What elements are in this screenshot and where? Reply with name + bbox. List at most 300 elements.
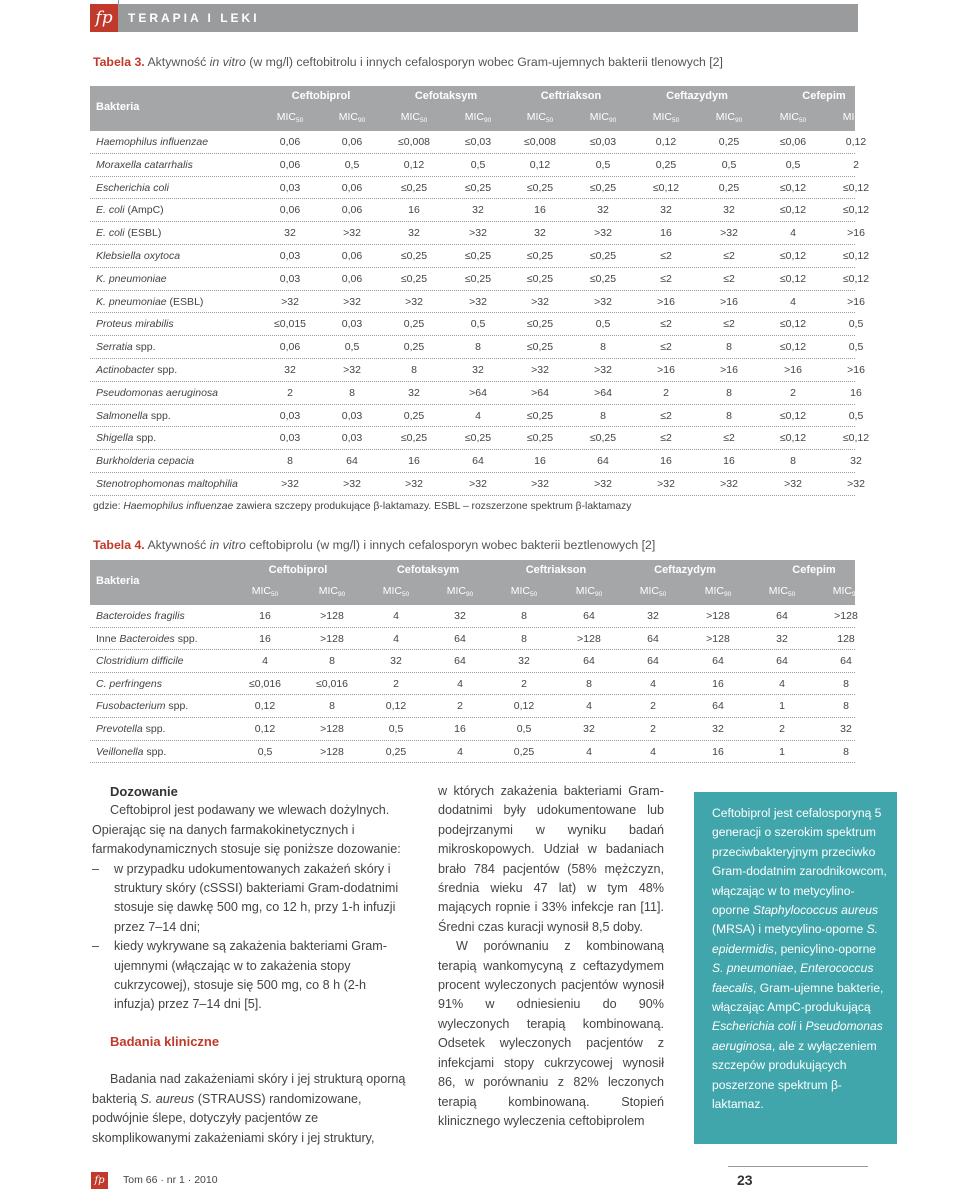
table-cell: 0,5 [595,158,611,171]
table-cell: 8 [521,610,527,622]
table-cell: ≤0,12 [652,181,680,194]
table-cell: 0,12 [403,158,425,171]
table-cell: 64 [597,455,609,468]
column-dozowanie [92,782,410,1148]
footer-logo: fp [91,1172,108,1189]
table-cell: >64 [594,386,612,399]
table-cell: 0,03 [341,318,363,331]
list-item: – kiedy wykrywane są zakażenia bakteriami Gram-ujemnymi (włączając w to zakażenia stopy cukrzycowej), stosuje się 500 mg, co 8 h (2-h infuzja) przez 7–14 dni [5]. [92,939,387,1012]
table-cell: 2 [790,386,796,399]
table-cell: ≤0,25 [400,432,428,445]
table-cell: 32 [840,722,852,735]
table-cell: 4 [586,700,592,713]
para-badania: Badania nad zakażeniami skóry i jej strukturą oporną bakterią S. aureus (STRAUSS) randomizowane, podwójnie ślepe, dotyczyły pacjentów ze skomplikowanymi zakażeniami skóry i jej struktury, [92,1072,406,1145]
issue-info: Tom 66 · nr 1 · 2010 [123,1174,218,1186]
table-cell: 32 [390,655,402,668]
table-row [90,313,864,336]
column-header-mic: $MIC_{50}$ [510,585,538,598]
table-row [90,695,855,718]
table-cell: >32 [405,477,423,490]
table-cell: 8 [600,341,606,354]
table-cell: 0,5 [388,722,404,735]
column-header-mic: $MIC_{50}$ [382,585,410,598]
column-header-mic: $MIC_{90}$ [446,585,474,598]
row-bacteria-name: Pseudomonas aeruginosa [96,386,219,399]
table-cell: 8 [411,363,417,376]
table-cell: >32 [281,295,299,308]
row-bacteria-name: Serratia spp. [96,341,156,354]
table-cell: 32 [284,227,296,240]
table-cell: 0,5 [344,341,360,354]
table-cell: 16 [408,455,420,468]
table-cell: 32 [660,204,672,217]
table-cell: 0,12 [513,700,535,713]
column-header-mic: $MIC_{50}$ [652,111,680,124]
table-cell: 64 [647,632,659,645]
table-cell: 0,25 [403,409,425,422]
table-cell: >32 [657,477,675,490]
table-cell: >128 [834,610,858,622]
row-bacteria-name: Stenotrophomonas maltophilia [96,477,238,490]
table-cell: ≤0,25 [589,181,617,194]
table-cell: 0,25 [718,181,740,194]
table-cell: ≤0,25 [589,249,617,262]
table-cell: ≤0,25 [464,272,492,285]
journal-logo: fp [90,4,118,32]
table-row [90,222,865,245]
table-cell: ≤0,12 [779,181,807,194]
table-cell: 64 [346,455,358,468]
table-cell: 0,12 [254,722,276,735]
table-cell: 0,5 [470,318,486,331]
row-bacteria-name: Shigella spp. [96,432,157,445]
table-cell: 0,06 [279,158,301,171]
row-bacteria-name: Inne Bacteroides spp. [96,632,198,645]
table-cell: >16 [657,363,675,376]
page-number: 23 [737,1172,753,1188]
table-cell: 0,06 [341,136,363,148]
table-cell: 16 [259,610,271,622]
table-cell: 0,06 [341,181,363,194]
table-cell: >32 [847,477,865,490]
row-bacteria-name: Actinobacter spp. [96,363,178,376]
table-cell: 0,25 [385,745,407,758]
column-header-mic: $MIC_{90}$ [338,111,366,124]
table-cell: ≤0,25 [400,272,428,285]
table-cell: >16 [847,295,865,308]
table-cell: 4 [393,610,399,622]
table-cell: 4 [790,295,796,308]
table-cell: >32 [343,227,361,240]
table4-header [90,560,860,605]
table-cell: >32 [281,477,299,490]
table-cell: >16 [720,295,738,308]
table-cell: ≤0,25 [464,181,492,194]
table-cell: >16 [657,295,675,308]
table-cell: ≤2 [723,432,735,445]
table-cell: 64 [647,655,659,668]
table-cell: ≤2 [660,272,672,285]
column-header-mic: $MIC_{90}$ [832,585,860,598]
row-bacteria-name: Klebsiella oxytoca [96,249,181,262]
table-cell: 4 [393,632,399,645]
row-bacteria-name: Prevotella spp. [96,722,166,735]
table-cell: 16 [723,455,735,468]
table-cell: 16 [850,386,862,399]
table-cell: 8 [586,677,592,690]
table-cell: 2 [393,677,399,690]
table-cell: 4 [586,745,592,758]
table-cell: >32 [343,363,361,376]
column-header-mic: $MIC_{90}$ [842,111,870,124]
table-cell: >32 [469,295,487,308]
row-bacteria-name: K. pneumoniae [96,272,167,285]
column-header-mic: $MIC_{50}$ [251,585,279,598]
table-cell: >64 [531,386,549,399]
table-cell: 32 [518,655,530,668]
table3-footnote: gdzie: Haemophilus influenzae zawiera szczepy produkujące β-laktamazy. ESBL – rozszerzone spektrum β-laktamazy [93,501,632,512]
column-header-drug: Ceftriakson [540,90,602,102]
table3-caption: Tabela 3. Aktywność in vitro (w mg/l) ceftobitrolu i innych cefalosporyn wobec Gram-ujemnych bakterii tlenowych [2] [93,55,723,69]
column-header-mic: $MIC_{90}$ [575,585,603,598]
column-header-drug: Ceftazydym [666,90,728,102]
column-header-drug: Cefepim [802,90,846,102]
table-cell: ≤0,12 [842,272,870,285]
table-cell: ≤2 [723,249,735,262]
table-cell: 1 [779,745,785,758]
column-header-mic: $MIC_{50}$ [400,111,428,124]
table-row [90,291,865,314]
para-dozowanie-1: Ceftobiprol jest podawany we wlewach dożylnych. [110,803,390,818]
heading-badania: Badania kliniczne [110,1033,220,1049]
table4-caption: Tabela 4. Aktywność in vitro ceftobiprolu (w mg/l) i innych cefalosporyn wobec bakterii beztlenowych [2] [93,538,656,552]
table-cell: 2 [650,722,656,735]
table-cell: ≤2 [660,341,672,354]
column-header-mic: $MIC_{90}$ [715,111,743,124]
table-cell: 32 [454,610,466,622]
table-cell: >16 [847,227,865,240]
table-row [90,245,870,268]
row-bacteria-name: Moraxella catarrhalis [96,158,193,171]
row-bacteria-name: Haemophilus influenzae [96,136,209,148]
table-row [90,741,855,764]
table-cell: 4 [457,745,463,758]
table-row [90,450,862,473]
table-cell: ≤0,03 [464,136,492,148]
table-cell: ≤0,25 [589,432,617,445]
table-cell: 32 [583,722,595,735]
row-bacteria-name: Veillonella spp. [96,745,167,758]
table-cell: 2 [650,700,656,713]
table-cell: >128 [320,610,344,622]
table-cell: 0,03 [279,181,301,194]
table-cell: >128 [706,610,730,622]
table-row [90,382,862,405]
table-cell: 64 [454,632,466,645]
row-bacteria-name: Proteus mirabilis [96,318,174,331]
table-cell: 32 [712,722,724,735]
table-cell: 2 [521,677,527,690]
row-bacteria-name: Salmonella spp. [96,409,171,422]
table-cell: 0,5 [848,341,864,354]
table-cell: 64 [472,455,484,468]
table-cell: 16 [259,632,271,645]
table-cell: ≤2 [660,318,672,331]
table-row [90,427,870,450]
table-cell: 16 [408,204,420,217]
table-cell: 8 [843,745,849,758]
column-header-bakteria: Bakteria [96,574,140,587]
table-cell: 32 [472,204,484,217]
table-cell: ≤0,12 [779,204,807,217]
table-cell: 0,06 [279,136,301,148]
table-cell: 4 [475,409,481,422]
table-cell: 32 [408,386,420,399]
table-cell: ≤0,008 [523,136,557,148]
table-cell: 8 [329,700,335,713]
table-cell: 8 [600,409,606,422]
column-header-mic: $MIC_{50}$ [526,111,554,124]
table-cell: ≤0,25 [589,272,617,285]
table-row [90,473,865,496]
table-cell: ≤0,12 [779,272,807,285]
row-bacteria-name: E. coli (AmpC) [96,204,164,217]
table-cell: ≤0,25 [526,409,554,422]
table-cell: 16 [454,722,466,735]
table3-header [90,86,870,131]
table-cell: 2 [663,386,669,399]
section-title: TERAPIA I LEKI [128,11,260,25]
table-cell: 2 [287,386,293,399]
para-middle-2: W porównaniu z kombinowaną terapią wankomycyną z ceftazydymem procent wyleczonych pacjentów wynosił 91% w odniesieniu do 90% wyleczonych terapią kombinowaną. Odsetek wyleczonych pacjentów z infekcjami stopy cukrzycowej wynosił 86, w porównaniu z 82% leczonych terapią kombinowaną. Stopień klinicznego wyleczenia ceftobiprolem [438,939,664,1128]
table-cell: 0,5 [848,409,864,422]
table-cell: 2 [779,722,785,735]
table-row [90,650,855,673]
table-cell: >32 [594,477,612,490]
table-cell: >32 [720,227,738,240]
table-cell: 16 [660,455,672,468]
table-cell: >128 [320,632,344,645]
table-cell: 0,03 [279,272,301,285]
table-cell: 8 [287,455,293,468]
column-header-drug: Ceftriakson [525,564,587,576]
column-header-mic: $MIC_{90}$ [318,585,346,598]
table-cell: 8 [329,655,335,668]
list-item: – w przypadku udokumentowanych zakażeń skóry i struktury skóry (cSSSI) bakteriami Gram-dodatnimi stosuje się dawkę 500 mg, co 12 h, przy 1-h infuzji przez 7–14 dni; [92,861,399,934]
table-cell: 0,06 [341,249,363,262]
table-cell: 0,5 [470,158,486,171]
table-cell: ≤0,12 [779,341,807,354]
table-cell: 0,25 [403,341,425,354]
table-cell: ≤0,25 [464,432,492,445]
table-cell: 64 [776,610,788,622]
table-cell: 8 [475,341,481,354]
column-header-mic: $MIC_{50}$ [639,585,667,598]
row-bacteria-name: Burkholderia cepacia [96,455,195,468]
table-cell: ≤0,06 [779,136,807,148]
table-cell: ≤0,25 [464,249,492,262]
table-cell: 32 [408,227,420,240]
table-cell: 0,03 [279,409,301,422]
table-cell: ≤0,016 [248,677,282,690]
table-cell: 32 [534,227,546,240]
row-bacteria-name: Bacteroides fragilis [96,610,185,622]
table-cell: 64 [583,610,595,622]
table-cell: 1 [779,700,785,713]
table-cell: ≤0,12 [842,204,870,217]
table-cell: >16 [847,363,865,376]
table-cell: ≤2 [723,318,735,331]
table-cell: 32 [472,363,484,376]
row-bacteria-name: K. pneumoniae (ESBL) [96,295,204,308]
table-cell: >128 [577,632,601,645]
table-cell: 32 [723,204,735,217]
column-header-mic: $MIC_{90}$ [464,111,492,124]
table-cell: 64 [712,700,724,713]
table-cell: >32 [343,295,361,308]
table-cell: 8 [843,677,849,690]
row-bacteria-name: Escherichia coli [96,181,169,194]
footer-rule [728,1166,868,1167]
table-row [90,131,867,154]
table-cell: ≤0,25 [526,341,554,354]
table-cell: ≤0,12 [779,318,807,331]
row-bacteria-name: C. perfringens [96,677,162,690]
table-cell: 64 [712,655,724,668]
table-cell: >32 [469,477,487,490]
table-cell: 16 [534,455,546,468]
column-header-mic: $MIC_{90}$ [589,111,617,124]
table-cell: 8 [521,632,527,645]
table-cell: 8 [790,455,796,468]
table-cell: 4 [650,745,656,758]
table-cell: 32 [597,204,609,217]
table-cell: 0,5 [785,158,801,171]
table-cell: ≤0,25 [400,249,428,262]
table-cell: 0,12 [385,700,407,713]
column-header-bakteria: Bakteria [96,100,140,113]
table-cell: >32 [594,363,612,376]
table-cell: ≤0,12 [842,181,870,194]
table-cell: 0,5 [516,722,532,735]
table-row [90,199,870,222]
table-cell: ≤0,12 [779,249,807,262]
column-header-mic: $MIC_{50}$ [768,585,796,598]
table-cell: ≤0,25 [526,272,554,285]
table-cell: 0,25 [513,745,535,758]
table-cell: 16 [712,745,724,758]
table-cell: 0,03 [279,249,301,262]
table-cell: ≤0,015 [273,318,307,331]
table-cell: >128 [320,745,344,758]
table-cell: >32 [531,477,549,490]
column-header-mic: $MIC_{50}$ [276,111,304,124]
column-header-drug: Ceftazydym [654,564,716,576]
table-cell: >128 [320,722,344,735]
table-cell: ≤2 [660,409,672,422]
table-cell: >32 [531,295,549,308]
table-cell: >32 [469,227,487,240]
para-middle-1: w których zakażenia bakteriami Gram-dodatnimi były udokumentowane lub podejrzanymi w wyniku badań mikroskopowych. Udział w badaniach brało 784 pacjentów (58% mężczyzn, średnia wieku 47 lat) w tym 48% mających ropnie i 33% infekcje ran [11]. Średni czas kuracji wynosił 8,5 doby. [438,784,664,934]
table-cell: ≤0,12 [779,409,807,422]
table-cell: ≤2 [660,249,672,262]
table-cell: ≤0,25 [526,432,554,445]
table-cell: 0,06 [279,341,301,354]
table-cell: 4 [262,655,268,668]
table-cell: >32 [720,477,738,490]
table-cell: 32 [850,455,862,468]
table4-label: Tabela 4. [93,538,145,552]
table-cell: 8 [843,700,849,713]
table-row [90,605,858,628]
table-cell: 0,5 [344,158,360,171]
table-row [90,177,870,200]
table-cell: 0,25 [655,158,677,171]
table-cell: ≤0,016 [315,677,349,690]
table-cell: 8 [349,386,355,399]
column-header-mic: $MIC_{50}$ [779,111,807,124]
table-row [90,359,865,382]
table-cell: ≤0,12 [842,249,870,262]
table-cell: 0,12 [254,700,276,713]
column-header-drug: Cefepim [792,564,836,576]
table-row [90,154,859,177]
table-cell: >16 [720,363,738,376]
table-cell: >32 [594,295,612,308]
table-cell: ≤0,25 [526,181,554,194]
table-cell: 0,03 [279,432,301,445]
heading-dozowanie: Dozowanie [110,784,178,799]
table-row [90,628,855,651]
table-cell: 128 [837,632,855,645]
table-cell: 0,06 [341,272,363,285]
table-cell: 2 [853,158,859,171]
table-cell: 16 [534,204,546,217]
column-header-drug: Cefotaksym [414,90,478,102]
table-cell: 0,25 [718,136,740,148]
table-cell: 0,5 [721,158,737,171]
table-cell: >128 [706,632,730,645]
table-cell: 0,12 [529,158,551,171]
table-cell: 64 [583,655,595,668]
info-sidebox: Ceftobiprol jest cefalosporyną 5 generacji o szerokim spektrum przeciwbakteryjnym przeciwko Gram-dodatnim zarodnikowcom, włączając w to metycylino-oporne Staphylococcus aureus (MRSA) i metycylino-oporne S. epidermidis, penicylino-oporne S. pneumoniae, Enterococcus faecalis, Gram-ujemne bakterie, włączając AmpC-produkującą Escherichia coli i Pseudomonas aeruginosa, ale z wyłączeniem szczepów produkujących poszerzone spektrum β-laktamaz. [694,792,897,1144]
table-cell: 2 [457,700,463,713]
table-cell: >32 [343,477,361,490]
table-cell: ≤0,25 [526,318,554,331]
table-cell: 0,5 [595,318,611,331]
table-cell: >64 [469,386,487,399]
table-cell: >32 [784,477,802,490]
table-cell: ≤0,12 [842,432,870,445]
table-cell: 0,03 [341,432,363,445]
table4 [90,560,860,763]
table-cell: 32 [284,363,296,376]
table-cell: 64 [840,655,852,668]
table-cell: ≤0,12 [779,432,807,445]
table-cell: 4 [790,227,796,240]
table-cell: ≤0,25 [526,249,554,262]
table-cell: 32 [776,632,788,645]
row-bacteria-name: E. coli (ESBL) [96,227,162,240]
table-cell: 32 [647,610,659,622]
table-cell: >32 [531,363,549,376]
table-row [90,336,864,359]
table-cell: 16 [660,227,672,240]
column-header-drug: Cefotaksym [396,564,460,576]
table-cell: ≤0,03 [589,136,617,148]
table-cell: 16 [712,677,724,690]
table-row [90,405,864,428]
